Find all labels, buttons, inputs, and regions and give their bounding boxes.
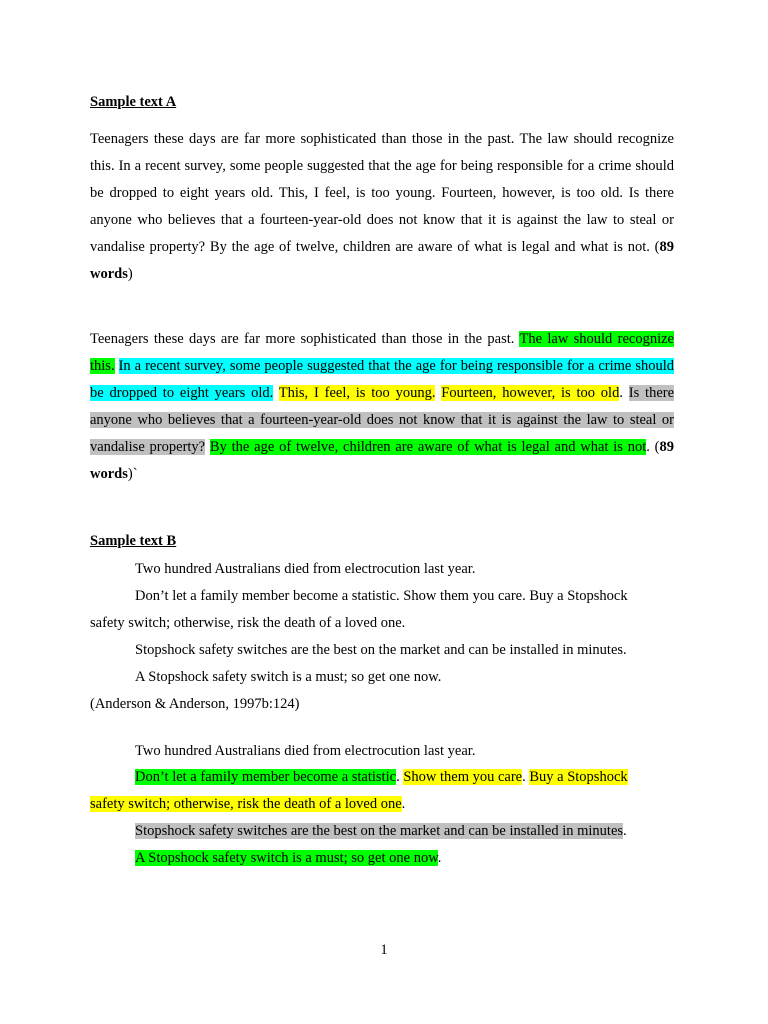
period: . bbox=[396, 769, 404, 785]
sample-b-hl-line-5 bbox=[135, 849, 441, 867]
sample-b-line-1: Two hundred Australians died from electrocution last year. bbox=[135, 561, 476, 577]
sample-b-hl-line-3 bbox=[90, 795, 405, 813]
paren-close: )` bbox=[127, 466, 138, 482]
period: . bbox=[619, 385, 629, 401]
word-count: 89 words bbox=[90, 239, 674, 282]
word-count: 89 words bbox=[90, 439, 674, 482]
period: . bbox=[401, 796, 406, 812]
sentence-7-highlight-green: By the age of twelve, children are aware of what is legal and what is not bbox=[209, 439, 647, 455]
sample-a-paragraph-plain bbox=[90, 126, 674, 288]
period: . bbox=[522, 769, 530, 785]
sample-b-line-3: safety switch; otherwise, risk the death of a loved one. bbox=[90, 615, 406, 631]
space bbox=[273, 385, 279, 401]
sample-b-line-2: Don’t let a family member become a statistic. Show them you care. Buy a Stopshock bbox=[135, 588, 628, 604]
buy-highlight-yellow: Buy a Stopshock bbox=[529, 769, 628, 785]
sample-b-line-5: A Stopshock safety switch is a must; so get one now. bbox=[135, 669, 442, 685]
sample-b-hl-line-1: Two hundred Australians died from electrocution last year. bbox=[135, 743, 476, 759]
must-highlight-green: A Stopshock safety switch is a must; so get one now bbox=[135, 850, 438, 866]
sentence-2-highlight-green: The law should recognize this. bbox=[90, 331, 674, 374]
sentence-3-highlight-cyan: In a recent survey, some people suggested that the age for being responsible for a crime should be dropped to eight years old. bbox=[90, 358, 674, 401]
switch-highlight-yellow: safety switch; otherwise, risk the death of a loved one bbox=[90, 796, 402, 812]
sample-a-plain-text: Teenagers these days are far more sophisticated than those in the past. The law should recognize this. In a recent survey, some people suggested that the age for being responsible for a crime should be dropped to eight years old. This, I feel, is too young. Fourteen, however, is too old. Is there anyone who believes that a fourteen-year-old does not know that it is against the law to steal or vandalise property? By the age of twelve, children are aware of what is legal and what is not. ( bbox=[90, 131, 674, 255]
period: . bbox=[623, 823, 627, 839]
sentence-5-highlight-yellow: Fourteen, however, is too old bbox=[441, 385, 620, 401]
sentence-1: Teenagers these days are far more sophisticated than those in the past. bbox=[90, 331, 520, 347]
sample-b-hl-line-2 bbox=[135, 768, 628, 786]
period: . ( bbox=[646, 439, 660, 455]
sample-b-hl-line-4 bbox=[135, 822, 627, 840]
period: . bbox=[437, 850, 442, 866]
care-highlight-yellow: Show them you care bbox=[403, 769, 523, 785]
citation: (Anderson & Anderson, 1997b:124) bbox=[90, 696, 300, 712]
sample-a-heading: Sample text A bbox=[90, 94, 177, 110]
statistic-highlight-green: Don’t let a family member become a statistic bbox=[135, 769, 397, 785]
sentence-4-highlight-yellow: This, I feel, is too young. bbox=[278, 385, 436, 401]
page-number: 1 bbox=[380, 942, 388, 958]
paren-close: ) bbox=[127, 266, 133, 282]
best-highlight-gray: Stopshock safety switches are the best on the market and can be installed in minutes bbox=[135, 823, 624, 839]
sample-b-line-4: Stopshock safety switches are the best on the market and can be installed in minutes. bbox=[135, 642, 627, 658]
space bbox=[115, 358, 119, 374]
sentence-6-highlight-gray: Is there anyone who believes that a fourteen-year-old does not know that it is against the law to steal or vandalise property? bbox=[90, 385, 675, 455]
sample-b-heading: Sample text B bbox=[90, 533, 177, 549]
sample-a-paragraph-highlighted bbox=[90, 326, 674, 488]
